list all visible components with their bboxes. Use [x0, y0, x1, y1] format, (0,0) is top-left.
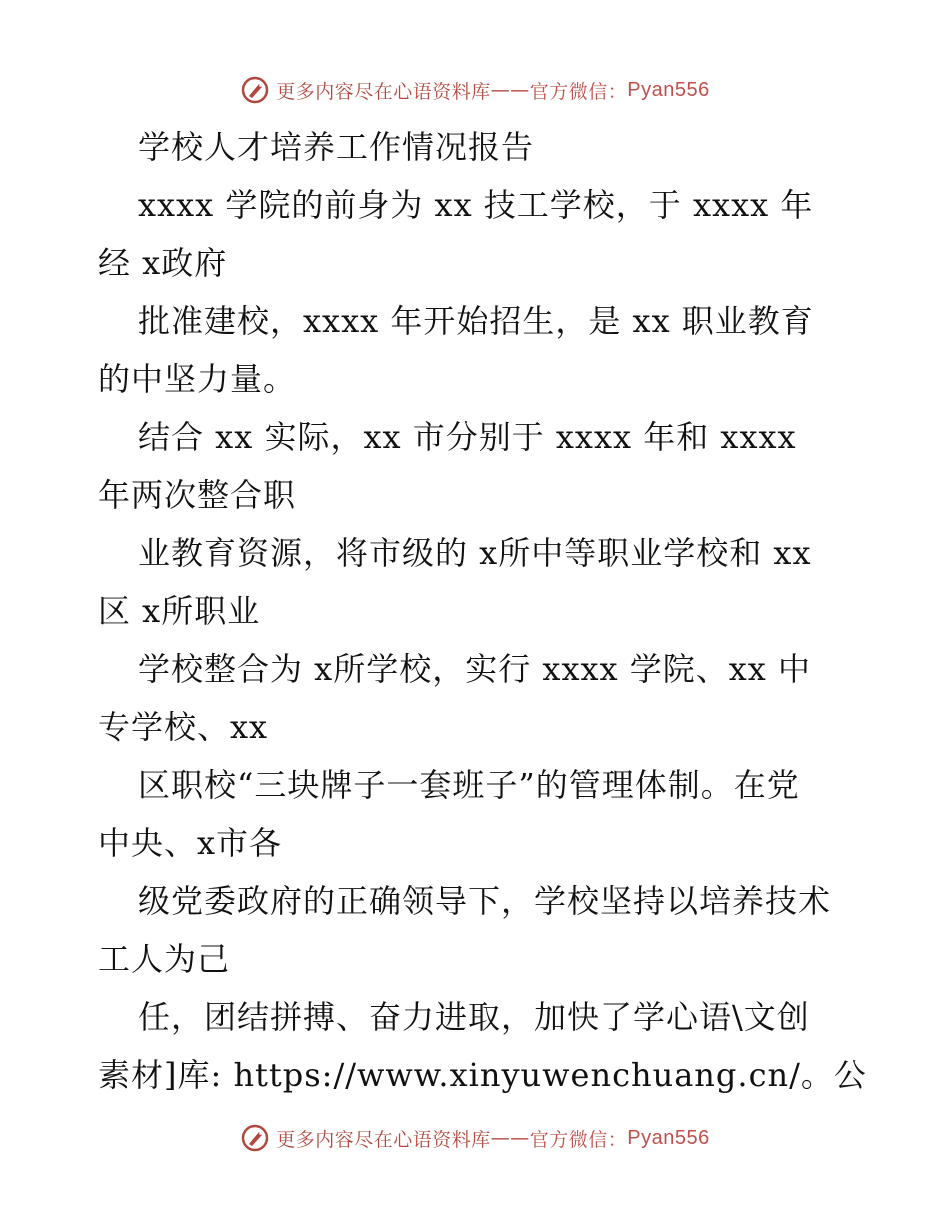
paragraph-line: 专学校、xx — [98, 708, 269, 746]
banner-wechat-id: Pyan556 — [627, 78, 710, 101]
paragraph-line: 业教育资源，将市级的 x所中等职业学校和 xx — [138, 534, 812, 572]
paragraph-line: 级党委政府的正确领导下，学校坚持以培养技术 — [138, 882, 832, 920]
paragraph-line: 年两次整合职 — [98, 476, 297, 514]
paragraph-line: 素材]库: https://www.xinyuwenchuang.cn/。公 — [98, 1056, 867, 1094]
paragraph-line: xxxx 学院的前身为 xx 技工学校，于 xxxx 年 — [138, 186, 814, 224]
banner-wechat-label: 官方微信： — [529, 1128, 628, 1151]
paragraph-line: 中央、x市各 — [98, 824, 283, 862]
pen-nib-circle-icon — [240, 1123, 270, 1153]
paragraph-line: 经 x政府 — [98, 244, 228, 282]
banner-wechat-id: Pyan556 — [627, 1126, 710, 1149]
paragraph-line: 学校整合为 x所学校，实行 xxxx 学院、xx 中 — [138, 650, 812, 688]
banner-dash: —— — [490, 1127, 530, 1149]
footer-banner — [0, 1118, 950, 1158]
banner-wechat-label: 官方微信： — [529, 80, 628, 103]
paragraph-line: 区 x所职业 — [98, 592, 261, 630]
paragraph-line: 区职校“三块牌子一套班子”的管理体制。在党 — [138, 766, 800, 804]
pen-nib-circle-icon — [240, 75, 270, 105]
header-banner — [0, 70, 950, 110]
paragraph-line: 工人为己 — [98, 940, 231, 978]
banner-text: 更多内容尽在心语资料库 — [276, 80, 491, 103]
paragraph-line: 任，团结拼搏、奋力进取，加快了学心语\文创 — [138, 998, 810, 1036]
banner-dash: —— — [490, 79, 530, 101]
document-body — [98, 118, 867, 1104]
banner-text: 更多内容尽在心语资料库 — [276, 1128, 491, 1151]
document-title: 学校人才培养工作情况报告 — [138, 128, 535, 166]
paragraph-line: 的中坚力量。 — [98, 360, 297, 398]
paragraph-line: 批准建校，xxxx 年开始招生，是 xx 职业教育 — [138, 302, 814, 340]
paragraph-line: 结合 xx 实际，xx 市分别于 xxxx 年和 xxxx — [138, 418, 797, 456]
